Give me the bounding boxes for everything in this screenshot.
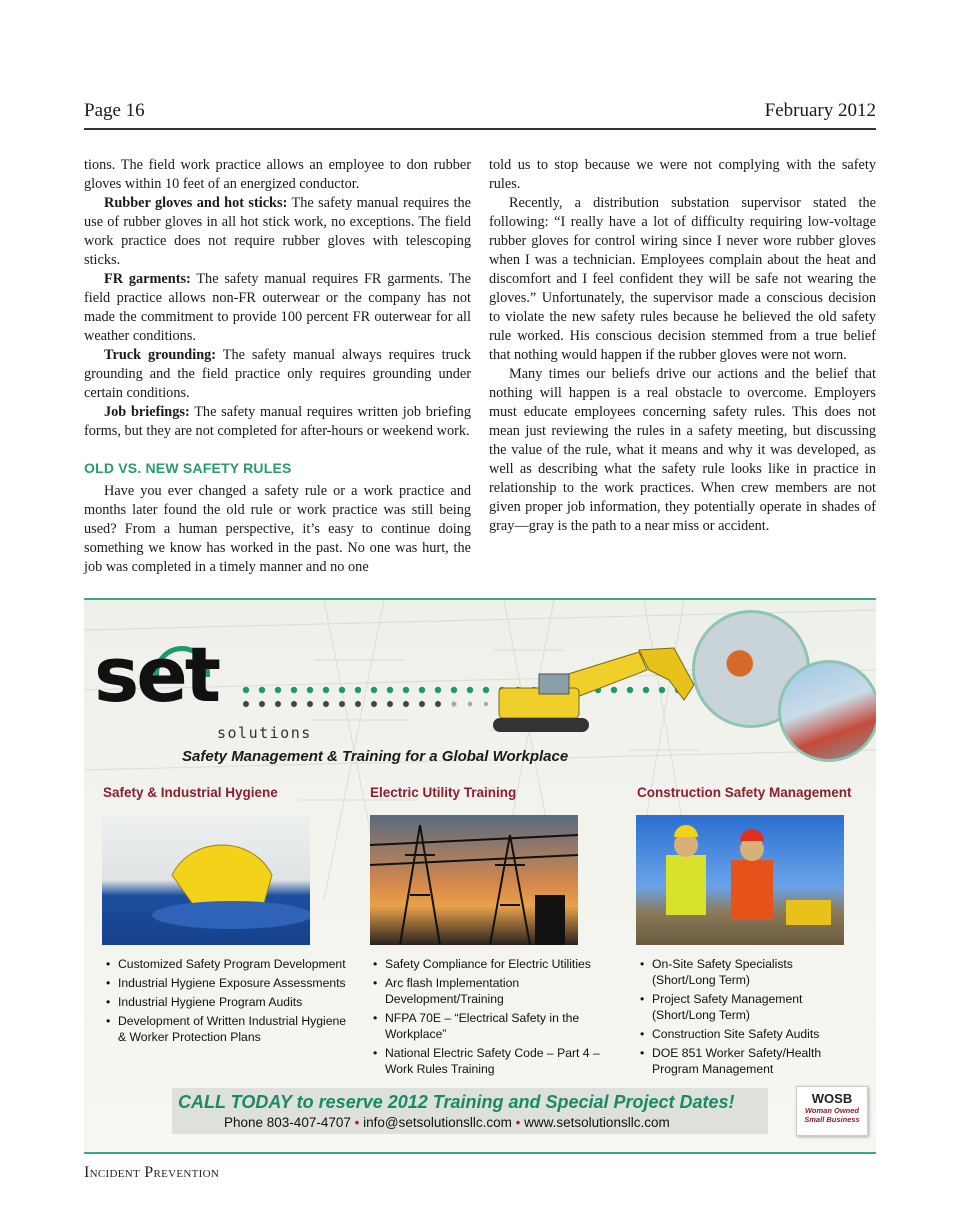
list-item: • Project Safety Management (Short/Long Term)	[638, 991, 858, 1023]
paragraph: Many times our beliefs drive our actions and the belief that nothing will happen is a real obstacle to overcome. Employers must educate employees concerning safety rules. This does not mean just reviewing the rules in a safety meeting, but discussing the value of the rule, what it means and why it was developed, as well as describing what the safety rule looks like in practice in relationship to the work practices. When crew members are not given proper job information, they potentially operate in shades of gray—gray is the path to a near miss or accident.	[489, 366, 876, 534]
wosb-title: WOSB	[811, 1091, 853, 1106]
contact-line	[224, 1115, 670, 1130]
glove-drum-photo	[102, 815, 310, 945]
logo-subtitle: solutions	[217, 724, 312, 742]
publication-name: Incident Prevention	[84, 1164, 220, 1181]
page-header	[84, 100, 876, 130]
paragraph	[84, 403, 471, 441]
run-in-heading: Job briefings:	[104, 404, 190, 420]
wosb-subtitle: Woman Owned	[804, 1106, 860, 1115]
paragraph	[84, 194, 471, 270]
paragraph-text: The safety manual requires the use of rubber gloves in all hot stick work, no exceptions. The field work practice does not require rubber gloves with telescoping sticks.	[84, 195, 471, 268]
right-column	[489, 156, 876, 536]
separator-dot: •	[354, 1115, 360, 1130]
list-item: • NFPA 70E – “Electrical Safety in the Workplace”	[371, 1010, 621, 1042]
paragraph	[84, 346, 471, 403]
phone-number: Phone 803-407-4707	[224, 1115, 351, 1130]
issue-date: February 2012	[764, 100, 876, 121]
excavator-graphic	[489, 640, 699, 740]
run-in-heading: Rubber gloves and hot sticks:	[104, 195, 288, 211]
separator-dot: •	[515, 1115, 521, 1130]
paragraph-text: The safety manual requires FR garments. The field practice allows non-FR outerwear or the company has not made the commitment to provide 100 percent FR outerwear for all weather conditions.	[84, 271, 471, 344]
logo-wordmark: set	[94, 630, 219, 719]
paragraph: Have you ever changed a safety rule or a work practice and months later found the old rule or work practice was still being used? From a human perspective, it’s easy to continue doing something we know has worked in the past. No one was hurt, the job was completed in a timely manner and no one	[84, 483, 471, 575]
cta-headline: CALL TODAY to reserve 2012 Training and Special Project Dates!	[178, 1092, 735, 1112]
paragraph: tions. The field work practice allows an employee to don rubber gloves within 10 feet of an energized conductor.	[84, 157, 471, 192]
section-heading: OLD VS. NEW SAFETY RULES	[84, 460, 292, 476]
list-item: • National Electric Safety Code – Part 4 – Work Rules Training	[371, 1045, 621, 1077]
paragraph	[84, 270, 471, 346]
wosb-subtitle: Small Business	[804, 1115, 860, 1124]
list-item: • Arc flash Implementation Development/Training	[371, 975, 621, 1007]
paragraph: Recently, a distribution substation supervisor stated the following: “I really have a lot of difficulty requiring low-voltage rubber gloves for control wiring since I never wore rubber gloves when I was a technician. Employees complain about the heat and discomfort and I feel confident they will be safe not wearing the gloves.” Unfortunately, the supervisor made a conscious decision to violate the new safety rules because he believed the old safety rule worked. His conscious decision stemmed from a true belief that nothing would happen if the rubber gloves were not worn.	[489, 195, 876, 363]
category-title: Safety & Industrial Hygiene	[103, 785, 278, 800]
list-item: • Construction Site Safety Audits	[638, 1026, 858, 1042]
left-column	[84, 156, 471, 577]
list-item: • DOE 851 Worker Safety/Health Program Management	[638, 1045, 858, 1077]
advertisement	[84, 598, 876, 1154]
list-item: • Industrial Hygiene Program Audits	[104, 994, 354, 1010]
run-in-heading: FR garments:	[104, 271, 191, 287]
call-to-action-banner	[172, 1088, 768, 1134]
paragraph-text: The safety manual always requires truck grounding and the field practice only requires grounding under certain conditions.	[84, 347, 471, 401]
paragraph: told us to stop because we were not complying with the safety rules.	[489, 157, 876, 192]
list-item: • Development of Written Industrial Hygiene & Worker Protection Plans	[104, 1013, 354, 1045]
hygiene-services-list	[104, 956, 354, 1048]
ad-tagline: Safety Management & Training for a Global Workplace	[182, 748, 569, 765]
list-item: • On-Site Safety Specialists (Short/Long Term)	[638, 956, 858, 988]
construction-services-list	[638, 956, 858, 1080]
page-number: Page 16	[84, 100, 145, 121]
power-substation-photo	[370, 815, 578, 945]
list-item: • Customized Safety Program Development	[104, 956, 354, 972]
wosb-badge	[796, 1086, 868, 1136]
category-title: Electric Utility Training	[370, 785, 517, 800]
construction-workers-photo	[636, 815, 844, 945]
utility-training-list	[371, 956, 621, 1080]
list-item: • Industrial Hygiene Exposure Assessments	[104, 975, 354, 991]
set-logo	[94, 630, 254, 728]
paragraph-text: The safety manual requires written job briefing forms, but they are not completed for after-hours or weekend work.	[84, 404, 471, 439]
list-item: • Safety Compliance for Electric Utilities	[371, 956, 621, 972]
email-link[interactable]: info@setsolutionsllc.com	[363, 1115, 512, 1130]
run-in-heading: Truck grounding:	[104, 347, 217, 363]
category-title: Construction Safety Management	[637, 785, 852, 800]
bucket-truck-photo	[778, 660, 876, 762]
website-link[interactable]: www.setsolutionsllc.com	[524, 1115, 670, 1130]
